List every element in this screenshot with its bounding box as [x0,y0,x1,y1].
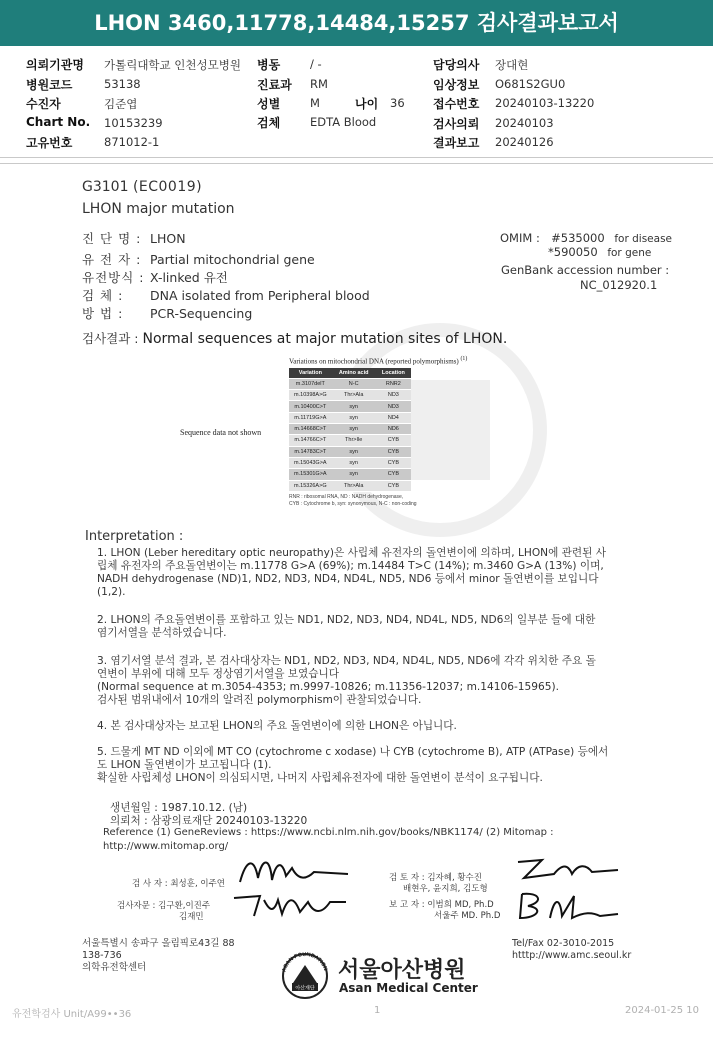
interpretation-line: 연변이 부위에 대해 모두 정상염기서열을 보였습니다 [97,668,339,680]
logo-inner-text: 아산재단 [295,985,315,992]
variation-table-cell: syn [332,446,376,457]
test-info-label: 유 전 자 : [82,252,142,267]
advisor-names-2: 김재민 [179,912,204,922]
omim-disease: #535000 [551,231,605,245]
variation-table-row [289,401,411,412]
patient-label: 수진자 [26,97,61,111]
variation-table-cell: CYB [376,457,411,468]
variation-table-cell: CYB [376,469,411,480]
reference-line-2: http://www.mitomap.org/ [103,841,229,852]
variation-table-row [289,390,411,401]
variation-title-text: Variations on mitochondrial DNA (reported polymorphisms) [289,357,459,366]
test-info-label: 방 법 : [82,306,124,321]
variation-table-cell: syn [332,457,376,468]
variation-table-cell: ND4 [376,412,411,423]
reporter-names-1: 이범희 MD, Ph.D [427,900,494,910]
omim-disease-note: for disease [614,233,672,245]
variation-table-cell: m.10400C>T [289,401,332,412]
interpretation-p2 [97,614,657,640]
clinical-value: O681S2GU0 [495,77,566,91]
doctor-value: 장대현 [495,58,529,72]
omim-gene-line [548,245,651,259]
test-info-row [82,304,252,322]
hospital-code-label: 병원코드 [26,78,73,92]
variation-table-row [289,446,411,457]
interpretation-line: 4. 본 검사대상자는 보고된 LHON의 주요 돌연변이에 의한 LHON은 아닙니다. [97,720,457,732]
tel-fax: Tel/Fax 02-3010-2015 [512,938,615,949]
variation-table-row [289,480,411,491]
birth-date: 생년월일 : 1987.10.12. (남) [110,802,248,814]
age-label: 나이 [355,97,379,111]
reviewer-names-2: 배현우, 윤지희, 김도형 [403,884,488,894]
variation-table-header: Amino acid [332,368,376,378]
interpretation-line: NADH dehydrogenase (ND)1, ND2, ND3, ND4, ND4L, ND5, ND6 등에서 minor 돌연변이를 보입니다 [97,573,599,585]
test-code-line [82,179,202,195]
test-ec: (EC0019) [132,179,203,195]
report-date-label: 결과보고 [433,136,480,150]
reviewer-block [389,873,488,895]
print-datetime: 2024-01-25 10 [625,1005,700,1016]
result-value: Normal sequences at major mutation sites of LHON. [142,331,508,347]
logo-korean-name: 서울아산병원 [338,958,466,983]
interpretation-line: 2. LHON의 주요돌연변이를 포함하고 있는 ND1, ND2, ND3, ND4, ND4L, ND5, ND6의 일부분 들에 대한 [97,614,596,626]
variation-table-cell: syn [332,424,376,435]
patient-value: 김준엽 [104,97,138,111]
department-label: 진료과 [257,78,292,92]
page-number: 1 [374,1005,381,1016]
tester-names: 최성훈, 이주연 [170,879,225,889]
website: htttp://www.amc.seoul.kr [512,950,632,961]
interpretation-p1 [97,547,657,599]
age-value: 36 [390,96,405,110]
logo-ring-text: ASAN FOUNDATION [281,951,329,973]
request-label: 검사의뢰 [433,117,480,131]
variation-table-cell: syn [332,412,376,423]
tester-label: 검 사 자 : [132,879,168,889]
sex-label: 성별 [257,97,281,111]
test-info-label: 검 체 : [82,288,124,303]
variation-table-cell: m.15301G>A [289,469,332,480]
institution-value: 가톨릭대학교 인천성모병원 [104,58,241,72]
interpretation-line: 1. LHON (Leber hereditary optic neuropathy)은 사립체 유전자의 돌연변이에 의하며, LHON에 관련된 사 [97,547,606,559]
variation-note-1: RNR : ribosomal RNA, ND : NADH dehydrogenase, [289,493,404,500]
request-value: 20240103 [495,116,554,130]
interpretation-heading: Interpretation : [85,529,184,544]
address-line-1: 서울특별시 송파구 올림픽로43길 88 [82,938,235,949]
test-info-value: DNA isolated from Peripheral blood [150,288,370,303]
genbank-label: GenBank accession number : [501,263,670,277]
interpretation-line: 5. 드물게 MT ND 이외에 MT CO (cytochrome c xodase) 나 CYB (cytochrome B), ATP (ATPase) 등에서 [97,746,609,758]
header-divider [0,157,713,158]
sequence-note: Sequence data not shown [180,428,262,437]
specimen-label: 검체 [257,116,281,130]
variation-table-cell: syn [332,469,376,480]
variation-table-row [289,424,411,435]
variation-table-title [289,356,468,366]
variation-table-cell: CYB [376,435,411,446]
report-date-value: 20240126 [495,135,554,149]
unique-label: 고유번호 [26,136,73,150]
variation-table-header: Variation [289,368,332,378]
variation-table-cell: Thr>Ile [332,435,376,446]
variation-table-cell: ND3 [376,390,411,401]
variation-table-cell: Thr>Ala [332,480,376,491]
advisor-names-1: 김구환,이진주 [158,901,211,911]
advisor-label: 검사자문 : [117,901,156,911]
variation-table-cell: m.15043G>A [289,457,332,468]
variation-title-sup: (1) [460,356,468,362]
advisor-block [117,901,210,923]
test-info-row [82,250,315,268]
specimen-value: EDTA Blood [310,115,377,129]
variation-table-cell: m.14668C>T [289,424,332,435]
variation-table-cell: CYB [376,480,411,491]
test-name: LHON major mutation [82,201,235,217]
test-info-value: LHON [150,231,186,246]
advisor-signature [230,888,350,920]
header-divider-2 [0,163,713,164]
department-value: RM [310,77,328,91]
footer-unit: 유전학검사 Unit/A99••36 [12,1009,132,1020]
interpretation-line: 확실한 사립체성 LHON이 의심되시면, 나머지 사립체유전자에 대한 돌연변이 분석이 요구됩니다. [97,772,543,784]
reviewer-names-1: 김자혜, 황수진 [427,873,482,883]
variation-table-cell: RNR2 [376,378,411,389]
sex-value: M [310,96,320,110]
interpretation-line: 염기서열을 분석하였습니다. [97,627,227,639]
omim-label: OMIM : [500,231,540,245]
variation-table-cell: ND3 [376,401,411,412]
contact [512,938,631,962]
reference-line-1: Reference (1) GeneReviews : https://www.ncbi.nlm.nih.gov/books/NBK1174/ (2) Mitomap : [103,827,554,838]
tester-signature [236,850,356,890]
variation-table-cell: Thr>Ala [332,390,376,401]
test-info-label: 유전방식 : [82,270,145,285]
test-info-row [82,286,370,304]
variation-table-cell: N-C [332,378,376,389]
reviewer-signature [514,852,624,884]
variation-table-cell: m.11719G>A [289,412,332,423]
hospital-code-value: 53138 [104,77,141,91]
interpretation-line: (Normal sequence at m.3054-4353; m.9997-10826; m.11356-12037; m.14106-15965). [97,681,559,693]
interpretation-line: 도 LHON 돌연변이가 보고됩니다 (1). [97,759,272,771]
receipt-value: 20240103-13220 [495,96,595,110]
variation-table-row [289,469,411,480]
address-line-3: 의학유전학센터 [82,962,147,973]
interpretation-line: 립체 유전자의 주요돌연변이는 m.11778 G>A (69%); m.14484 T>C (14%); m.3460 G>A (13%) 이며, [97,560,604,572]
reporter-label: 보 고 자 : [389,900,425,910]
clinical-label: 임상정보 [433,78,480,92]
interpretation-p5 [97,746,657,785]
variation-table-row [289,378,411,389]
test-info-row [82,268,228,286]
variation-table-cell: m.10398A>G [289,390,332,401]
variation-note-2: CYB : Cytochrome b, syn: synonymous, N-C : non-coding [289,500,417,507]
variation-table-cell: m.14766C>T [289,435,332,446]
receipt-label: 접수번호 [433,97,480,111]
address [82,938,235,974]
result-line [82,329,507,347]
test-code: G3101 [82,179,129,195]
variation-table [289,368,411,491]
interpretation-line: 3. 염기서열 분석 결과, 본 검사대상자는 ND1, ND2, ND3, ND4, ND4L, ND5, ND6에 각각 위치한 주요 돌 [97,655,596,667]
variation-table-cell: m.15326A>G [289,480,332,491]
interpretation-p4 [97,720,657,733]
test-info-label: 진 단 명 : [82,231,142,246]
omim-gene-note: for gene [607,247,652,259]
variation-table-cell: m.14783C>T [289,446,332,457]
interpretation-line: (1,2). [97,586,126,598]
tester-line [132,879,225,890]
ward-label: 병동 [257,58,281,72]
variation-note [289,494,439,508]
variation-table-row [289,457,411,468]
interpretation-line: 검사된 범위내에서 10개의 알려진 polymorphism이 관찰되었습니다. [97,694,422,706]
variation-table-cell: m.3107delT [289,378,332,389]
variation-table-row [289,412,411,423]
genbank-value: NC_012920.1 [580,278,658,292]
ward-value: / - [310,57,322,71]
test-info-value: Partial mitochondrial gene [150,252,315,267]
reporter-block [389,900,500,922]
request-source: 의뢰처 : 삼광의료재단 20240103-13220 [110,815,308,827]
chart-label: Chart No. [26,115,91,129]
asan-foundation-logo [278,949,332,999]
logo-english-name: Asan Medical Center [339,981,478,995]
address-line-2: 138-736 [82,950,122,961]
report-title: LHON 3460,11778,14484,15257 검사결과보고서 [0,0,713,46]
variation-table-cell: syn [332,401,376,412]
variation-table-cell: ND6 [376,424,411,435]
result-label: 검사결과 : [82,331,139,346]
reporter-names-2: 서울주 MD. Ph.D [434,911,501,921]
reviewer-label: 검 토 자 : [389,873,425,883]
interpretation-p3 [97,655,657,707]
test-info-value: X-linked 유전 [150,270,228,285]
variation-table-cell: CYB [376,446,411,457]
variation-table-block [289,356,468,508]
reporter-signature [514,888,624,924]
doctor-label: 담당의사 [433,58,480,72]
omim-gene: *590050 [548,245,598,259]
variation-table-row [289,435,411,446]
chart-value: 10153239 [104,116,163,130]
variation-table-header: Location [376,368,411,378]
unique-value: 871012-1 [104,135,160,149]
institution-label: 의뢰기관명 [26,58,84,72]
omim-disease-line [500,231,672,245]
test-info-row [82,229,186,247]
test-info-value: PCR-Sequencing [150,306,253,321]
